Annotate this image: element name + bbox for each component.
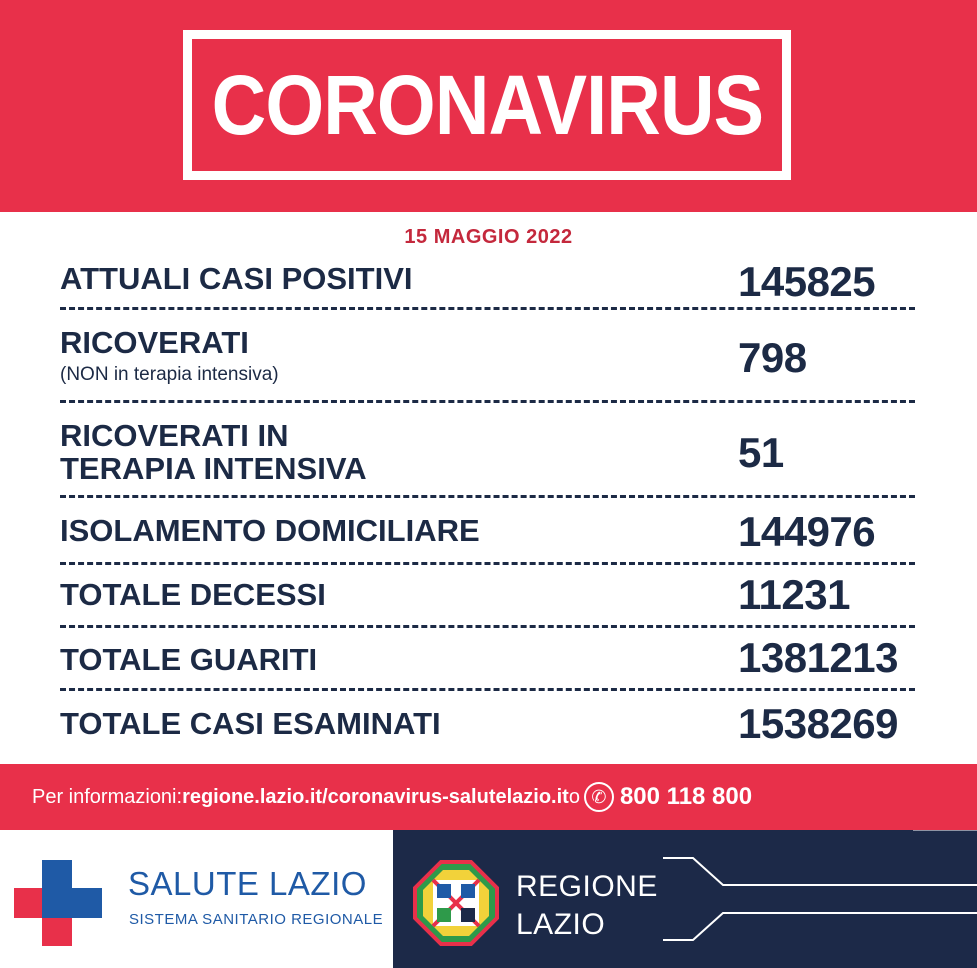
info-link-salute[interactable]: salutelazio.it <box>448 785 569 808</box>
info-prefix: Per informazioni: <box>32 785 183 808</box>
regione-lazio-name <box>516 868 658 944</box>
info-phone-number[interactable]: 800 118 800 <box>619 783 753 810</box>
salute-lazio-subtitle: SISTEMA SANITARIO REGIONALE <box>129 911 384 928</box>
stat-label: TOTALE GUARITI <box>60 642 318 677</box>
stat-label: ISOLAMENTO DOMICILIARE <box>60 513 480 548</box>
salute-lazio-name: SALUTE LAZIO <box>128 865 367 902</box>
phone-icon: ✆ <box>584 782 614 812</box>
stat-label: TOTALE CASI ESAMINATI <box>60 706 441 741</box>
stat-label: RICOVERATI IN <box>60 418 289 453</box>
stat-value: 145825 <box>738 258 876 305</box>
stat-row-deaths <box>60 565 915 628</box>
stats-table <box>60 252 915 755</box>
info-separator: - <box>442 785 449 808</box>
stat-row-home-isolation <box>60 498 915 565</box>
stat-value: 51 <box>738 429 784 476</box>
header-banner <box>0 0 977 212</box>
stat-row-tested <box>60 691 915 755</box>
regione-line1: REGIONE <box>516 870 658 903</box>
stat-row-positive <box>60 252 915 310</box>
medical-cross-icon <box>14 860 102 946</box>
stat-row-hospitalized <box>60 310 915 403</box>
info-link-regione[interactable]: regione.lazio.it/coronavirus <box>182 785 443 808</box>
title-frame <box>183 30 791 180</box>
stat-sublabel: (NON in terapia intensiva) <box>60 364 279 385</box>
stat-row-recovered <box>60 628 915 691</box>
report-date: 15 MAGGIO 2022 <box>404 226 573 248</box>
stat-value: 798 <box>738 334 807 381</box>
regional-crest-icon <box>413 860 499 946</box>
info-or: o <box>568 785 580 808</box>
stat-value: 1381213 <box>738 634 899 681</box>
stat-label: RICOVERATI <box>60 325 249 360</box>
stat-value: 11231 <box>738 571 850 618</box>
page-title: CORONAVIRUS <box>211 57 763 152</box>
stat-label: TOTALE DECESSI <box>60 577 326 612</box>
stat-label: ATTUALI CASI POSITIVI <box>60 261 413 296</box>
regione-line2: LAZIO <box>516 908 606 941</box>
stat-value: 1538269 <box>738 700 899 747</box>
stat-label-line2: TERAPIA INTENSIVA <box>60 451 367 486</box>
info-bar <box>0 764 977 830</box>
stat-value: 144976 <box>738 508 876 555</box>
stat-row-icu <box>60 403 915 498</box>
